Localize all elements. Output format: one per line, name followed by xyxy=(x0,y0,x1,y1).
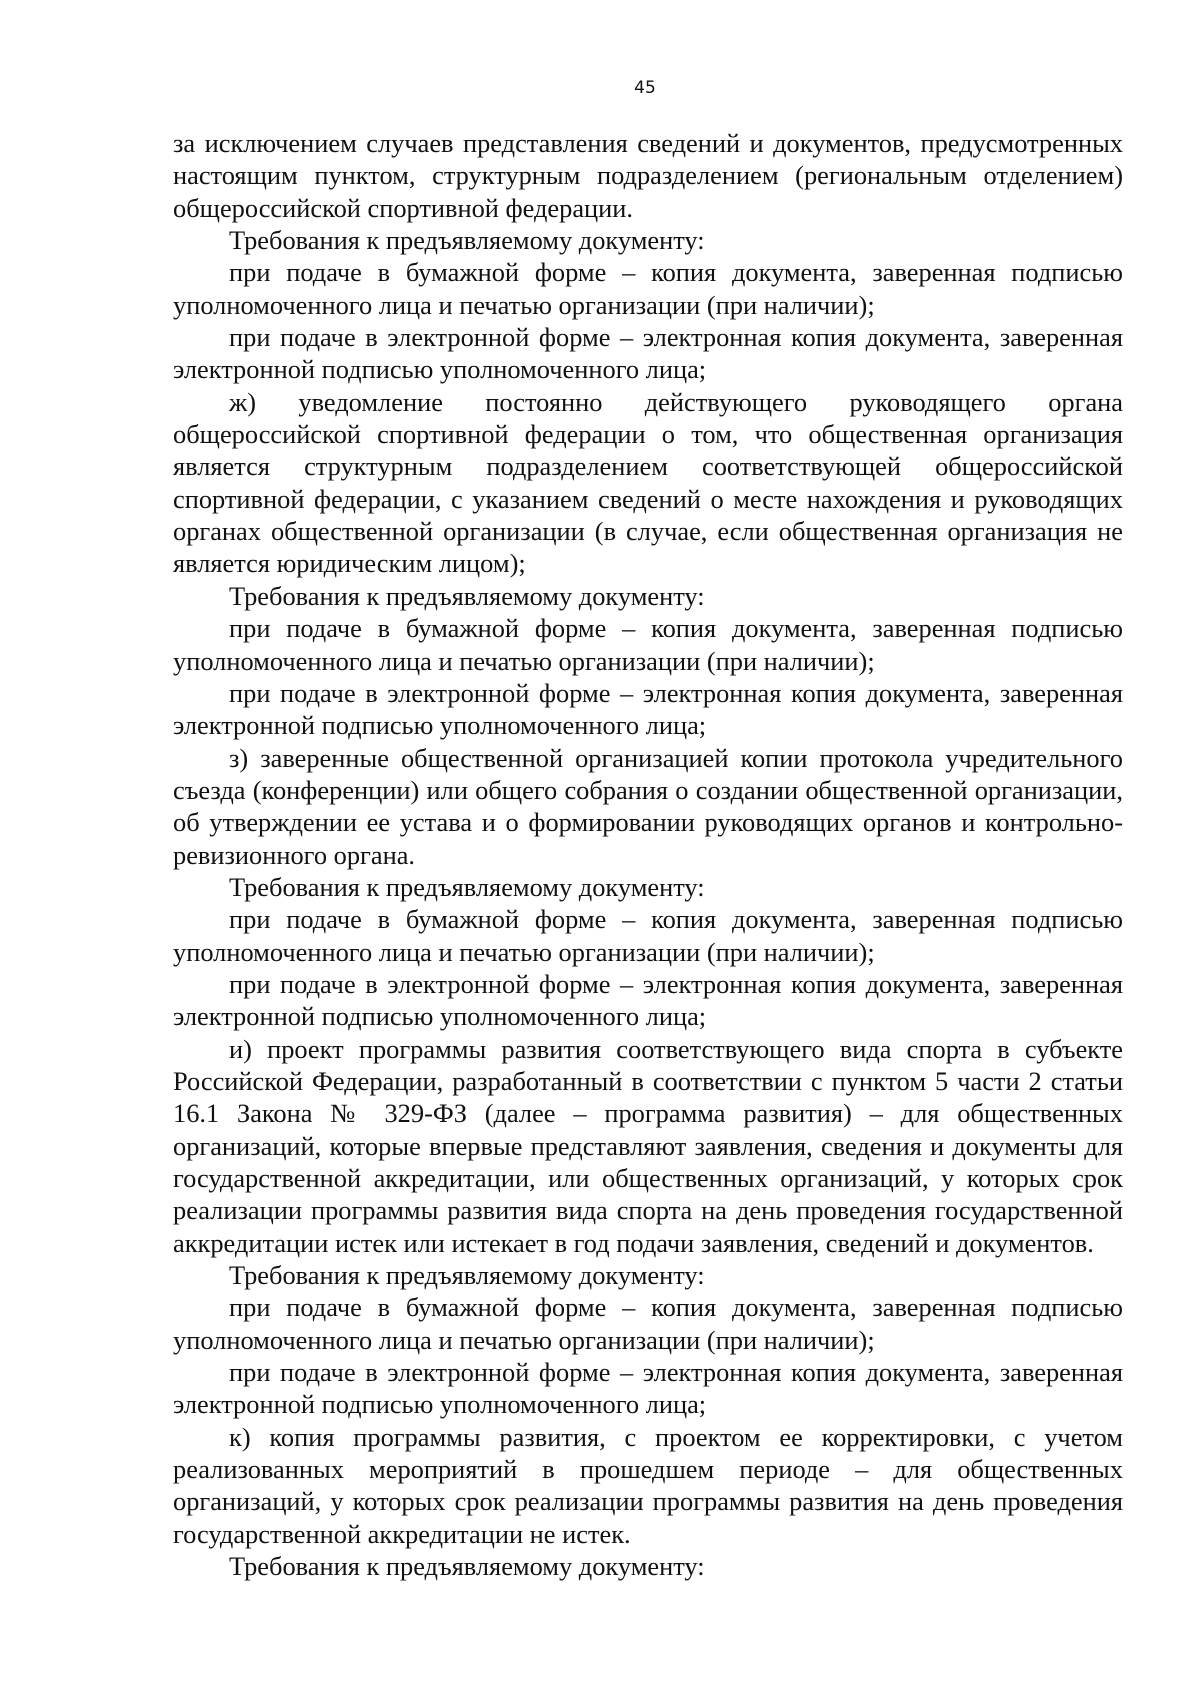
paragraph-electronic-form: при подаче в электронной форме – электронная копия документа, заверенная электронной подписью уполномоченного лица; xyxy=(173,677,1123,741)
paragraph-continuation: за исключением случаев представления сведений и документов, предусмотренных настоящим пунктом, структурным подразделением (региональным отделением) общероссийской спортивной федерации. xyxy=(173,128,1123,223)
paragraph-electronic-form: при подаче в электронной форме – электронная копия документа, заверенная электронной подписью уполномоченного лица; xyxy=(173,322,1123,385)
paragraph-requirements-heading: Требования к предъявляемому документу: xyxy=(229,225,705,256)
paragraph-requirements-heading: Требования к предъявляемому документу: xyxy=(229,580,705,611)
paragraph-requirements-heading: Требования к предъявляемому документу: xyxy=(229,1551,705,1582)
paragraph-paper-form: при подаче в бумажной форме – копия документа, заверенная подписью уполномоченного лица и печатью организации (при наличии); xyxy=(173,613,1123,676)
paragraph-item-zh: ж) уведомление постоянно действующего руководящего органа общероссийской спортивной федерации о том, что общественная организация является структурным подразделением соответствующей общероссийской спортивной федерации, с указанием сведений о месте нахождения и руководящих органах общественной организации (в случае, если общественная организация не является юридическим лицом); xyxy=(173,386,1123,579)
page-number: 45 xyxy=(634,78,656,98)
document-body xyxy=(173,127,1123,1582)
paragraph-item-k: к) копия программы развития, с проектом ее корректировки, с учетом реализованных мероприятий в прошедшем периоде – для общественных организаций, у которых срок реализации программы развития на день проведения государственной аккредитации не истек. xyxy=(173,1421,1123,1549)
paragraph-paper-form: при подаче в бумажной форме – копия документа, заверенная подписью уполномоченного лица и печатью организации (при наличии); xyxy=(173,257,1123,320)
paragraph-requirements-heading: Требования к предъявляемому документу: xyxy=(229,1260,705,1291)
paragraph-item-i: и) проект программы развития соответствующего вида спорта в субъекте Российской Федерации, разработанный в соответствии с пунктом 5 части 2 статьи 16.1 Закона № 329-ФЗ (далее – программа развития) – для общественных организаций, которые впервые представляют заявления, сведения и документы для государственной аккредитации, или общественных организаций, у которых срок реализации программы развития вида спорта на день проведения государственной аккредитации истек или истекает в год подачи заявления, сведений и документов. xyxy=(173,1033,1123,1258)
paragraph-paper-form: при подаче в бумажной форме – копия документа, заверенная подписью уполномоченного лица и печатью организации (при наличии); xyxy=(173,904,1123,967)
paragraph-paper-form: при подаче в бумажной форме – копия документа, заверенная подписью уполномоченного лица и печатью организации (при наличии); xyxy=(173,1292,1123,1355)
paragraph-electronic-form: при подаче в электронной форме – электронная копия документа, заверенная электронной подписью уполномоченного лица; xyxy=(173,968,1123,1032)
paragraph-item-z: з) заверенные общественной организацией копии протокола учредительного съезда (конференции) или общего собрания о создании общественной организации, об утверждении ее устава и о формировании руководящих органов и контрольно-ревизионного органа. xyxy=(173,742,1123,870)
paragraph-requirements-heading: Требования к предъявляемому документу: xyxy=(229,871,705,902)
paragraph-electronic-form: при подаче в электронной форме – электронная копия документа, заверенная электронной подписью уполномоченного лица; xyxy=(173,1357,1123,1420)
